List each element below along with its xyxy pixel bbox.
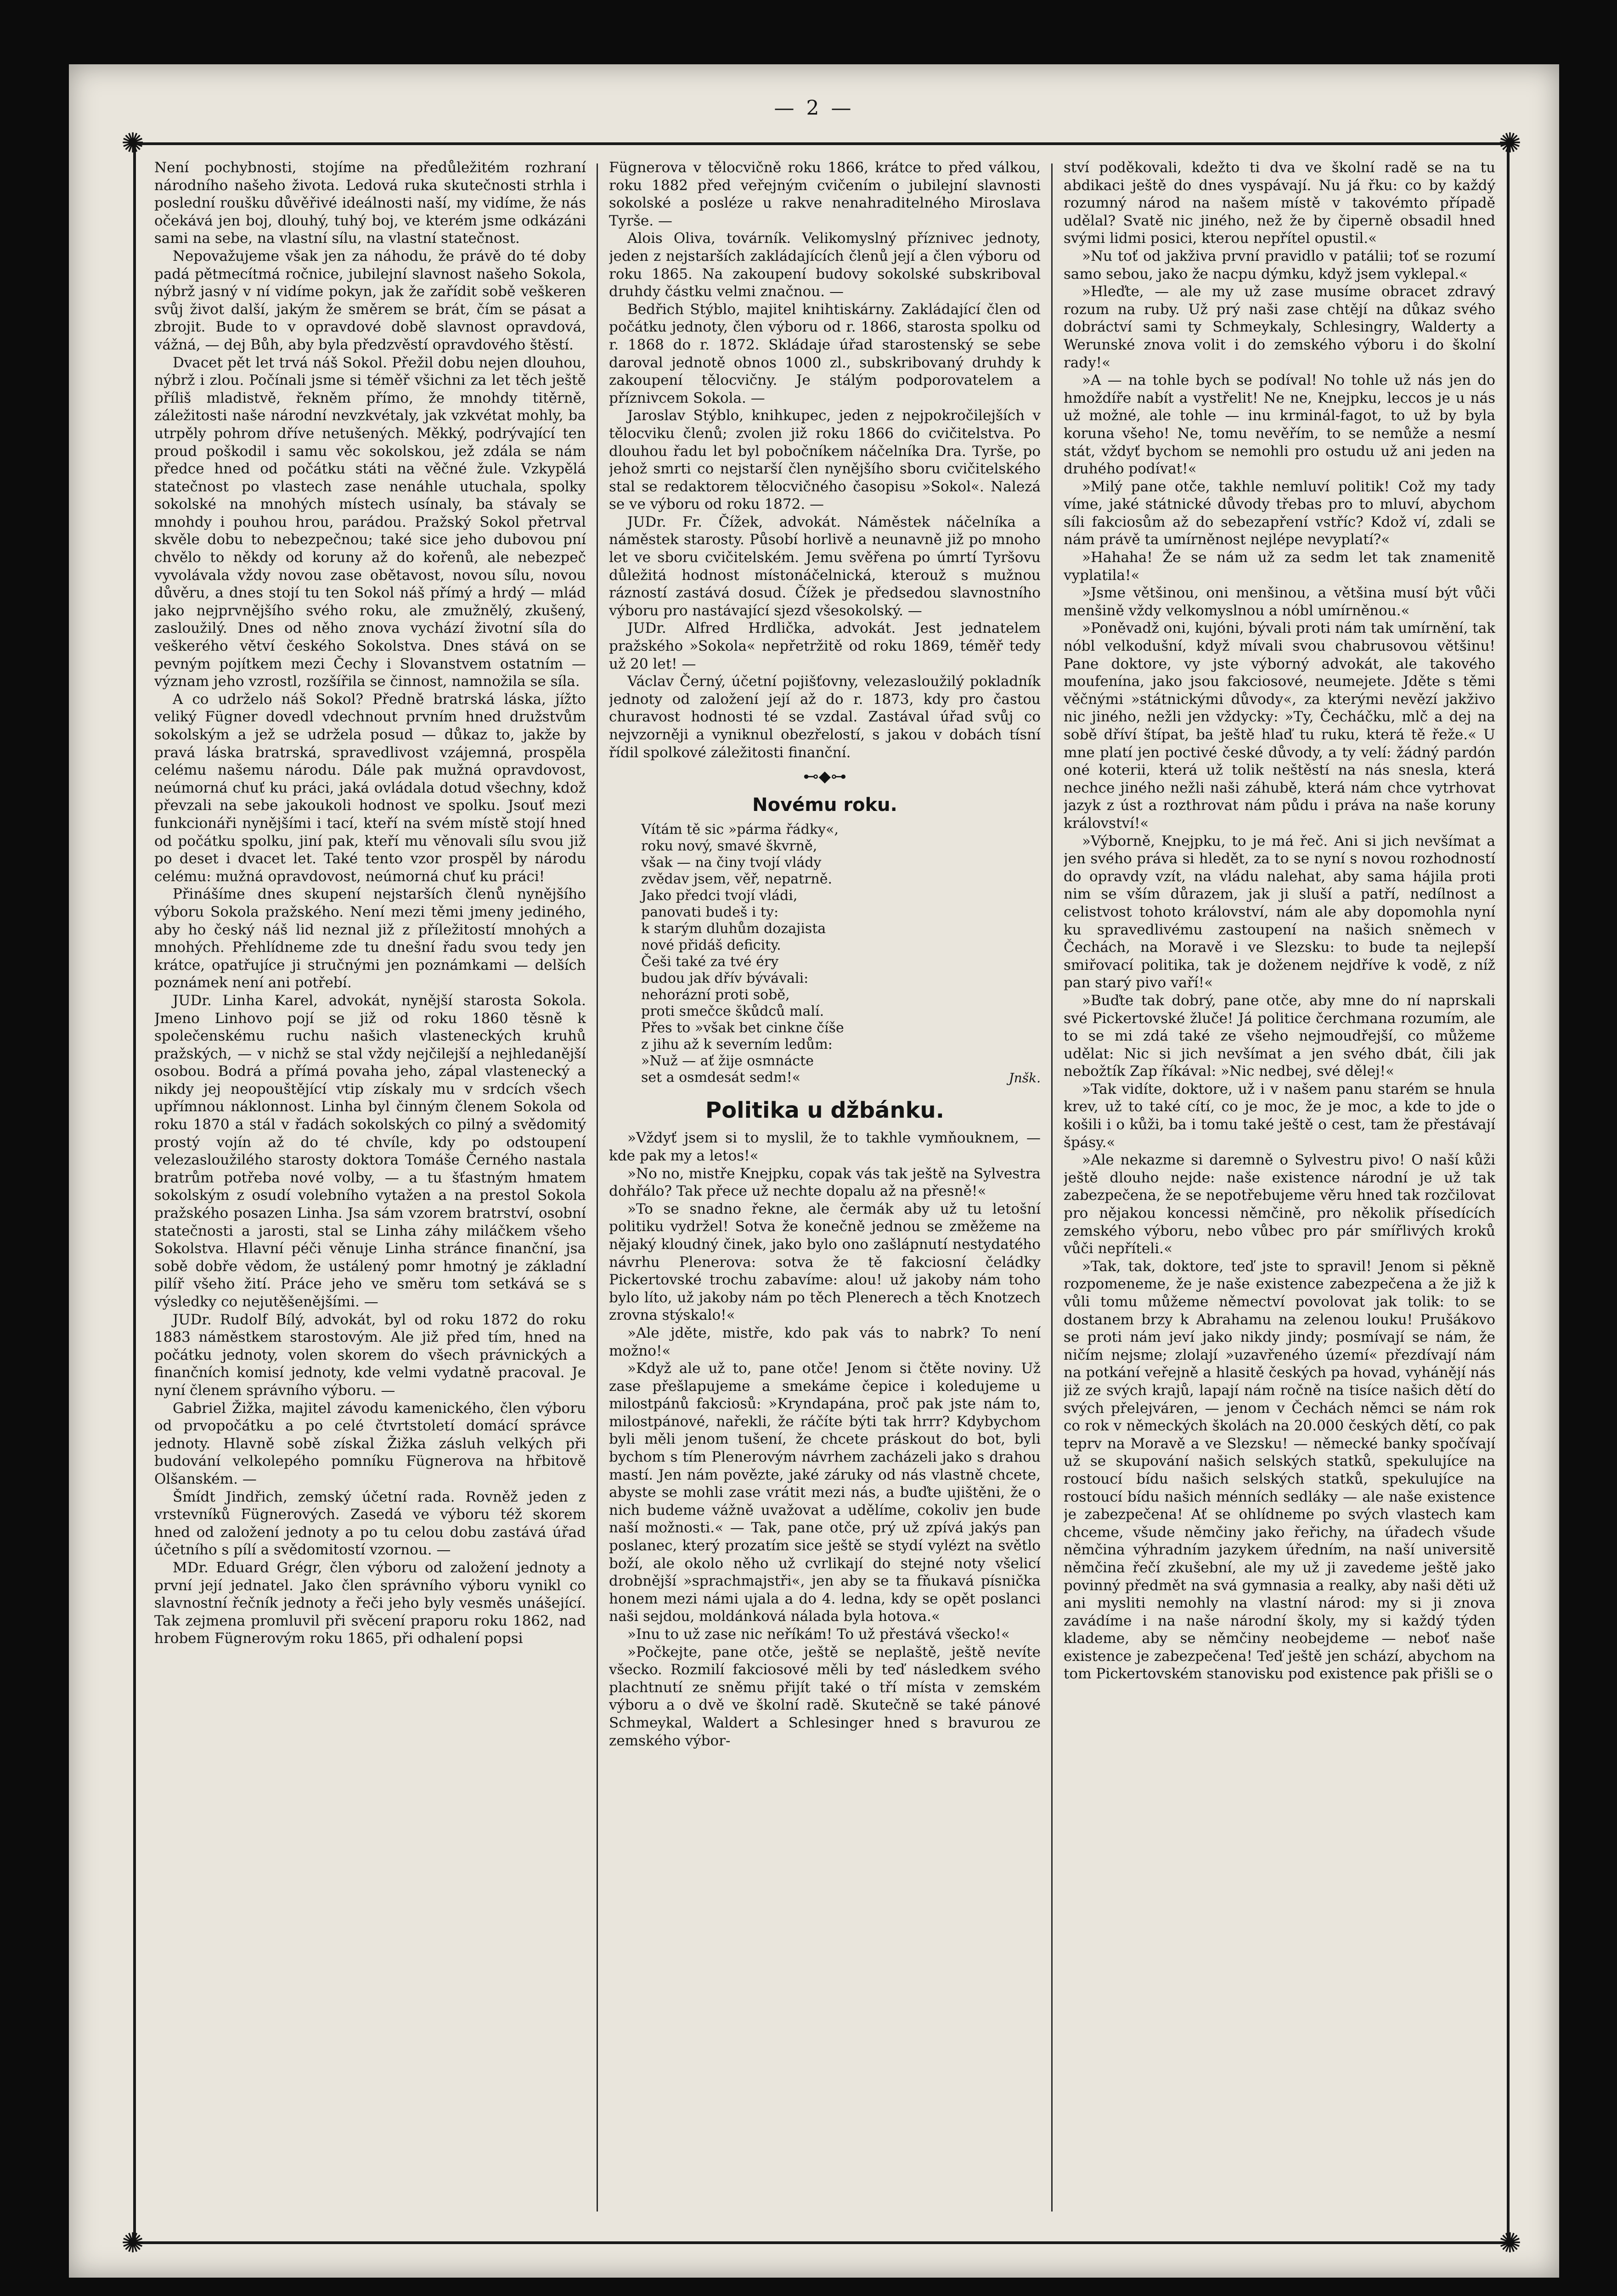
paragraph: »Ale nekazme si daremně o Sylvestru pivo! O naší kůži ještě dlouho nejde: naše existence národní je už tak zabezpečena, že se nepotřebujeme věru hned tak rozčilovat pro nějakou koncessi němčině, pro několik přísedících zemského výboru, nebo vůbec pro pár smířlivých kroků vůči nepříteli.«: [1064, 1152, 1495, 1257]
poem-line: proti smečce škůdců malí.: [641, 1003, 824, 1019]
poem-line: Vítám tě sic »párma řádky«,: [641, 821, 839, 838]
paragraph: »Buďte tak dobrý, pane otče, aby mne do ní naprskali své Pickertovské žluče! Já politice čerchmana rozumím, ale to se mi zdá také ze všeho nejmoudřejší, co můžeme udělat: Nic si jich nevšímat a jen svého dbát, čili jak nebožtík Zap říkával: »Nic nedbej, své dělej!«: [1064, 992, 1495, 1080]
poem-line: k starým dluhům dozajista: [641, 920, 826, 937]
poem-line: zvědav jsem, věř, nepatrně.: [641, 871, 833, 887]
paragraph: »Poněvadž oni, kujóni, bývali proti nám tak umírnění, tak nóbl velkodušní, když mívali svou chabrusovou většinu! Pane doktore, vy jste výborný advokát, ale takového moufenína, jako jsou fakciosové, neumejete. Jděte s těmi věčnými »státnickými důvody«, za kterými nevězí jakživo nic jiného, nežli jen vždycky: »Ty, Čecháčku, mlč a dej na sobě dříví štípat, ba ještě hlaď tu ruku, která tě řeže.« U mne platí jen poctivé české důvody, a ty velí: žádný pardón oné koterii, která už tolik neštěstí na nás snesla, která nechce jiného nežli naši záhubě, která nám chce vytrhovat jazyk z úst a rozthrovat nám půdu i práva na naše koruny království!«: [1064, 620, 1495, 832]
paragraph: Není pochybnosti, stojíme na předůležitém rozhraní národního našeho života. Ledová ruka skutečnosti strhla i poslední roušku důvěřivé ideálnosti naší, my vidíme, že nás očekává jen boj, dlouhý, tuhý boj, ve kterém jsme odkázáni sami na sebe, na vlastní sílu, na vlastní statečnost.: [154, 159, 586, 247]
paragraph: ství poděkovali, kdežto ti dva ve školní radě se na tu abdikaci ještě do dnes vyspávají. Nu já řku: co by každý rozumný národ na našem místě v takovémto případě udělal? Svatě nic jiného, než že by čiperně obsadil hned svými lidmi posici, kterou nepřítel opustil.«: [1064, 159, 1495, 247]
separator-ornament-icon: ⊷◆⊶: [803, 767, 847, 786]
paragraph: »Hleďte, — ale my už zase musíme obracet zdravý rozum na ruby. Už prý naši zase chtějí na důkaz svého dobráctví sami ty Schmeykaly, Schlesingry, Walderty a Werunské znova volit i do zemského výboru i do školní rady!«: [1064, 283, 1495, 371]
page-number: — 2 —: [774, 96, 854, 120]
poem-line: panovati budeš i ty:: [641, 904, 779, 920]
paragraph: »Když ale už to, pane otče! Jenom si čtěte noviny. Už zase přešlapujeme a smekáme čepice i koledujeme u milostpánů fakciosů: »Kryndapána, proč pak jste nám to, milostpánové, nařekli, že ráčíte býti tak hrrr? Kdybychom byli měli jenom tušení, že chcete práskout do bot, byli bychom s tím Plenerovým návrhem zacházeli jako s drahou mastí. Jen nám povězte, jaké záruky od nás vlastně chcete, abyste se mohli zase vrátit mezi nás, a buďte ujištěni, že o nich budeme vážně uvažovat a udělíme, cokoliv jen bude naší možnosti.« — Tak, pane otče, prý už zpívá jakýs pan poslanec, který prozatím sice ještě se stydí vylézt na světlo boží, ale okolo něho už cvrlikají do stejné noty všelicí drobnější »sprachmajstři«, jen aby se ta fňukavá písnička honem mezi námi ujala a do 4. ledna, kdy se opět poslanci naši sejdou, moldánková nálada byla hotova.«: [609, 1360, 1041, 1625]
paragraph: »Vždyť jsem si to myslil, že to takhle vymňouknem, — kde pak my a letos!«: [609, 1130, 1041, 1164]
poem-line: Jako předci tvojí vládi,: [641, 887, 798, 904]
paragraph: JUDr. Rudolf Bílý, advokát, byl od roku 1872 do roku 1883 náměstkem starostovým. Ale již před tím, hned na počátku jednoty, volen skorem do všech právnických a finančních komisí jednoty, kde velmi vydatně pracoval. Je nyní členem správního výboru. —: [154, 1311, 586, 1399]
paragraph: »Výborně, Knejpku, to je má řeč. Ani si jich nevšímat a jen svého práva si hledět, za to se nyní s novou rozhodností do opravdy vzít, na vládu nalehat, aby sama hájila proti nim se vším důrazem, jak ji sluší a patří, nedílnost a celistvost tohoto království, nám ale aby dopomohla nyní ku spravedlivému zastoupení na našich sněmech v Čechách, na Moravě i ve Slezsku: to bude ta nejlepší smiřovací politika, tak je doženem nejdříve k vodě, z níž pan starý pivo vaří!«: [1064, 833, 1495, 991]
paragraph: MDr. Eduard Grégr, člen výboru od založení jednoty a první její jednatel. Jako člen správního výboru vynikl co slavnostní řečník jednoty a řeči jeho byly vesměs unášející. Tak zejmena promluvil při svěcení praporu roku 1862, nad hrobem Fügnerovým roku 1865, při odhalení popsi: [154, 1559, 586, 1647]
poem-line: nové přidáš deficity.: [641, 937, 781, 953]
corner-ornament-icon: ✺: [121, 2227, 145, 2259]
newspaper-page: [69, 64, 1559, 2278]
paragraph: Gabriel Žižka, majitel závodu kamenického, člen výboru od prvopočátku a po celé čtvrtstoletí domácí správce jednoty. Hlavně sobě získal Žižka zásluh velkých při budování velkolepého pomníku Fügnerova na hřbitově Olšanském. —: [154, 1400, 586, 1487]
paragraph: JUDr. Linha Karel, advokát, nynější starosta Sokola. Jmeno Linhovo pojí se již od roku 1860 těsně k společenskému ruchu našich vlasteneckých kruhů pražských, — v nichž se stal vždy nejčilejší a nejhledanější osobou. Bodrá a přímá povaha jeho, zápal vlastenecký a nikdy jej neopouštějící vtip získaly mu v srdcích všech upřímnou náklonnost. Linha byl činným členem Sokola od roku 1870 a stál v řadách sokolských co pilný a svědomitý prostý vojín až do té chvíle, kdy po odstoupení velezasloužilého starosty doktora Tomáše Černého nastala bratrům potřeba nové volby, — a tu šťastným hmatem sokolským z osudí volebního vytažen a na prestol Sokola pražského posazen Linha. Jsa sám vzorem bratrství, osobní statečnosti a jarosti, stal se Linha záhy miláčkem všeho Sokolstva. Hlavní péči věnuje Linha stránce finanční, jsa sobě dobře vědom, že ustálený pomr hmotný je základní pilíř všeho žití. Práce jeho ve směru tom setkává se s výsledky co nejutěšenějšími. —: [154, 992, 586, 1310]
corner-ornament-icon: ✺: [121, 127, 145, 159]
poem-line: z jihu až k severním ledům:: [641, 1036, 833, 1052]
poem-line: »Nuž — ať žije osmnácte: [641, 1052, 814, 1069]
text-frame: [121, 127, 1521, 2259]
poem-line: nehorázní proti sobě,: [641, 986, 790, 1003]
paragraph: »Hahaha! Že se nám už za sedm let tak znamenitě vyplatila!«: [1064, 549, 1495, 584]
article-title: Politika u džbánku.: [705, 1097, 944, 1124]
paragraph: »Ale jděte, mistře, kdo pak vás to nabrk? To není možno!«: [609, 1324, 1041, 1359]
paragraph: »No no, mistře Knejpku, copak vás tak ještě na Sylvestra dohřálo? Tak přece už nechte dopalu až na přesně!«: [609, 1165, 1041, 1200]
poem-line: však — na činy tvojí vlády: [641, 854, 822, 871]
paragraph: Václav Černý, účetní pojišťovny, velezasloužilý pokladník jednoty od založení její až do r. 1873, kdy pro častou churavost hodnosti té se vzdal. Zastával úřad svůj co nejvzorněji a vyniknul obezřelostí, s jakou v dobách tísní řídil spolkové záležitosti finanční.: [609, 673, 1041, 761]
paragraph: »Jsme většinou, oni menšinou, a většina musí být vůči menšině vždy velkomyslnou a nóbl umírněnou.«: [1064, 585, 1495, 619]
paragraph: Šmídt Jindřich, zemský účetní rada. Rovněž jeden z vrstevníků Fügnerových. Zasedá ve výboru též skorem hned od založení jednoty a po tu celou dobu zastává úřad účetního s pílí a svědomitostí vzornou. —: [154, 1488, 586, 1559]
paragraph: »A — na tohle bych se podíval! No tohle už nás jen do hmoždíře nabít a vystřelit! Ne ne, Knejpku, leccos je u nás už možné, ale tohle — inu krminál-fagot, to už by byla koruna všeho! Ne, tomu nevěřím, to se nemůže a nesmí stát, vždyť bychom se nemohli pro ostudu už ani jeden na druhého podívat!«: [1064, 372, 1495, 478]
paragraph: »Inu to už zase nic neříkám! To už přestává všecko!«: [627, 1626, 1010, 1643]
column-divider: [597, 163, 598, 2212]
paragraph: Alois Oliva, továrník. Velikomyslný příznivec jednoty, jeden z nejstarších zakládajících členů její a člen výboru od roku 1865. Na zakoupení budovy sokolské subskriboval druhdy částku velmi značnou. —: [609, 230, 1041, 300]
paragraph: »Milý pane otče, takhle nemluví politik! Což my tady víme, jaké státnické důvody třebas pro to mluví, abychom síli fakciosům až do sebezapření vstříc? Kdož ví, zdali se nám právě ta umírněnost nejlépe nevyplatí?«: [1064, 478, 1495, 548]
poem-line: budou jak dřív bývávali:: [641, 970, 809, 986]
poem-signature: Jnšk.: [1009, 1070, 1041, 1086]
column-2: [609, 159, 1041, 2225]
poem-line: Přes to »však bet cinkne číše: [641, 1019, 844, 1036]
paragraph: »To se snadno řekne, ale čermák aby už tu letošní politiku vydržel! Sotva že konečně jednou se změžeme na nějaký kloudný činek, jako bylo ono zašlápnutí nestydatého návrhu Plenerova: sotva že tě fakciosní čeládky Pickertovské trochu zabavíme: alou! už jakoby nám toho bylo líto, už jakoby nám po těch Plenerech a těch Knotzech zrovna stýskalo!«: [609, 1200, 1041, 1324]
paragraph: »Nu toť od jakživa první pravidlo v patálii; toť se rozumí samo sebou, jako že nacpu dýmku, když jsem vyklepal.«: [1064, 248, 1495, 282]
paragraph: »Tak, tak, doktore, teď jste to spravil! Jenom si pěkně rozpomeneme, že je naše existence zabezpečena a že již k vůli tomu můžeme němectví povolovat jak tolik: to se dostanem brzy k Abrahamu na zelenou louku! Prušákovo se proti nám jeví jako nikdy jindy; posmívají se nám, že ničím nejsme; zlolají »uzavřeného území« přezdívají nám na potkání veřejně a hlasitě českých pa hovad, vyhánějí nás již ze svých krajů, lapají nám ročně na tisíce našich dětí do svých přelejváren, — jenom v Čechách němci se nám rok co rok v německých školách na 20.000 českých dětí, co pak teprv na Moravě a ve Slezsku! — německé banky spočívají už se skupování našich selských statků, spekulujíce na rostoucí bídu našich selských statků, spekulujíce na rostoucí bídu našich ménních sedláky — ale naše existence je zabezpečena! Ať se ohlídneme po svých vlastech kam chceme, všude němčiny jako řeřichy, na úřadech všude němčina výhradním jazykem úředním, na naší universitě němčina řečí zkušební, ale my už ji zavedeme ještě jako povinný předmět na svá gymnasia a realky, aby naši děti už ani mysliti nemohly na vlastní národ: my si ji znova zavádíme i na naše národní školy, my si každý týden klademe, aby se němčiny neobejdeme — neboť naše existence je zabezpečena! Teď ještě jen schází, abychom na tom Pickertovském stanovisku pod existence pak přišli se o: [1064, 1258, 1495, 1683]
paragraph: JUDr. Alfred Hrdlička, advokát. Jest jednatelem pražského »Sokola« nepřetržitě od roku 1869, téměř tedy už 20 let! —: [609, 620, 1041, 672]
paragraph: Přinášíme dnes skupení nejstarších členů nynějšího výboru Sokola pražského. Není mezi těmi jmeny jediného, aby ho český náš lid neznal již z příležitostí mnohých a mnohých. Přehlídneme zde tu dnešní řadu svou tedy jen krátce, opatřujíce ji stručnými jen poznámkami — delších poznámek není ani potřebí.: [154, 886, 586, 991]
paragraph: JUDr. Fr. Čížek, advokát. Náměstek náčelníka a náměstek starosty. Působí horlivě a neunavně již po mnoho let ve sboru cvičitelském. Jemu svěřena po úmrtí Tyršovu důležitá hodnost místonáčelnická, kterouž s mužnou rázností zastává dosud. Čížek je předsedou slavnostního výboru pro nastávající sjezd všesokolský. —: [609, 513, 1041, 619]
paragraph: A co udrželo náš Sokol? Předně bratrská láska, jížto veliký Fügner dovedl vdechnout prvním hned družstvům sokolským a jež se udržela posud — důkaz to, jakže by pravá láska bratrská, spravedlivost vzájemná, prospěla celému našemu národu. Dále pak mužná opravdovost, neúmorná chuť ku práci, jaká ovládala dotud všechny, kdož převzali na sebe jakoukoli hodnost ve spolku. Jsouť mezi funkcionáři nynějšími i tací, kteří na svém místě stojí hned od počátku spolku, jiní pak, kteří mu věnovali sílu svou již po deset i dvacet let. Také tento vzor prospěl by národu celému: mužná opravdovost, neúmorná chuť ku práci!: [154, 691, 586, 885]
corner-ornament-icon: ✺: [1498, 127, 1521, 159]
paragraph: »Počkejte, pane otče, ještě se neplaště, ještě nevíte všecko. Rozmilí fakciosové měli by teď následkem svého plachtnutí ze sněmu přijít také o tří místa v zemském výboru a o dvě ve školní radě. Skutečně se také pánové Schmeykal, Waldert a Schlesinger hned s bravurou ze zemského výbor-: [609, 1643, 1041, 1749]
paragraph: Bedřich Stýblo, majitel knihtiskárny. Zakládající člen od počátku jednoty, člen výboru od r. 1866, starosta spolku od r. 1868 do r. 1872. Skládaje úřad starostenský se sebe daroval jednotě obnos 1000 zl., subskribovaný druhdy k zakoupení tělocvičny. Je stálým podporovatelem a příznivcem Sokola. —: [609, 301, 1041, 406]
poem-line: roku nový, smavé škvrně,: [641, 838, 817, 854]
poem-title: Novému roku.: [752, 794, 897, 816]
paragraph: »Tak vidíte, doktore, už i v našem panu starém se hnula krev, už to také cítí, co je moc, že je moc, a kde to jde o košili i o kůži, ba i tomu také ještě o cest, tam že přestávají špásy.«: [1064, 1080, 1495, 1151]
paragraph: Jaroslav Stýblo, knihkupec, jeden z nejpokročilejších v tělocviku členů; zvolen již roku 1866 do cvičitelstva. Po dlouhou řadu let byl pobočníkem náčelníka Dra. Tyrše, po jehož smrti co nejstarší člen nynějšího sboru cvičitelského stal se redaktorem tělocvičného časopisu »Sokol«. Nalezá se ve výboru od roku 1872. —: [609, 407, 1041, 513]
column-1: [154, 159, 586, 2225]
paragraph: Nepovažujeme však jen za náhodu, že právě do té doby padá pětmecítmá ročnice, jubilejní slavnost našeho Sokola, nýbrž jasný v ní vidíme pokyn, jak že zařídit sobě veškeren svůj život další, jakým že směrem se brát, čím se pásat a zbrojit. Bude to v opravdové době slavnost opravdová, vážná, — dej Bůh, aby byla předzvěstí opravdového štěstí.: [154, 248, 586, 353]
column-divider: [1051, 163, 1053, 2212]
poem-line: set a osmdesát sedm!«: [641, 1069, 801, 1086]
poem-line: Češi také za tvé éry: [641, 953, 779, 970]
poem: [641, 822, 1041, 1086]
paragraph: Dvacet pět let trvá náš Sokol. Přežil dobu nejen dlouhou, nýbrž i zlou. Počínali jsme si téměř všichni za let těch ještě příliš mladistvě, řekněm přímo, že mnohdy titěrně, záležitosti naše národní nevzkvétaly, jak vzkvétat mohly, ba utrpěly pohrom dříve netušených. Měkký, podrývající ten proud poškodil i samu věc sokolskou, jež zdála se nám předce hned od počátku státi na věčné žule. Vzkypělá statečnost po vlastech zase nenáhle utuchala, spolky sokolské na mnohých místech usínaly, ba stávaly se mnohdy i pouhou hrou, parádou. Pražský Sokol přetrval skvěle dobu to nebezpečnou; také sice jeho dubovou pní chvělo to někdy od koruny až do kořenů, ale nebezpeč vyvolávala vždy novou zase obětavost, novou sílu, novou důvěru, a dnes stojí tu ten Sokol náš přímý a hrdý — mlád jako nejprvnějšího svého roku, ale zmužnělý, zkušený, zasloužilý. Dnes od něho znova vychází životní síla do veškerého větví českého Sokolstva. Dnes stává on se pevným pojítkem mezi Čechy i Slovanstvem ostatním — význam jeho vzrostl, rozšířila se činnost, namnožila se síla.: [154, 354, 586, 690]
paragraph: Fügnerova v tělocvičně roku 1866, krátce to před válkou, roku 1882 před veřejným cvičením o jubilejní slavnosti sokolské a posléze u rakve nenahraditelného Miroslava Tyrše. —: [609, 159, 1041, 229]
column-3: [1064, 159, 1495, 2225]
corner-ornament-icon: ✺: [1498, 2227, 1521, 2259]
